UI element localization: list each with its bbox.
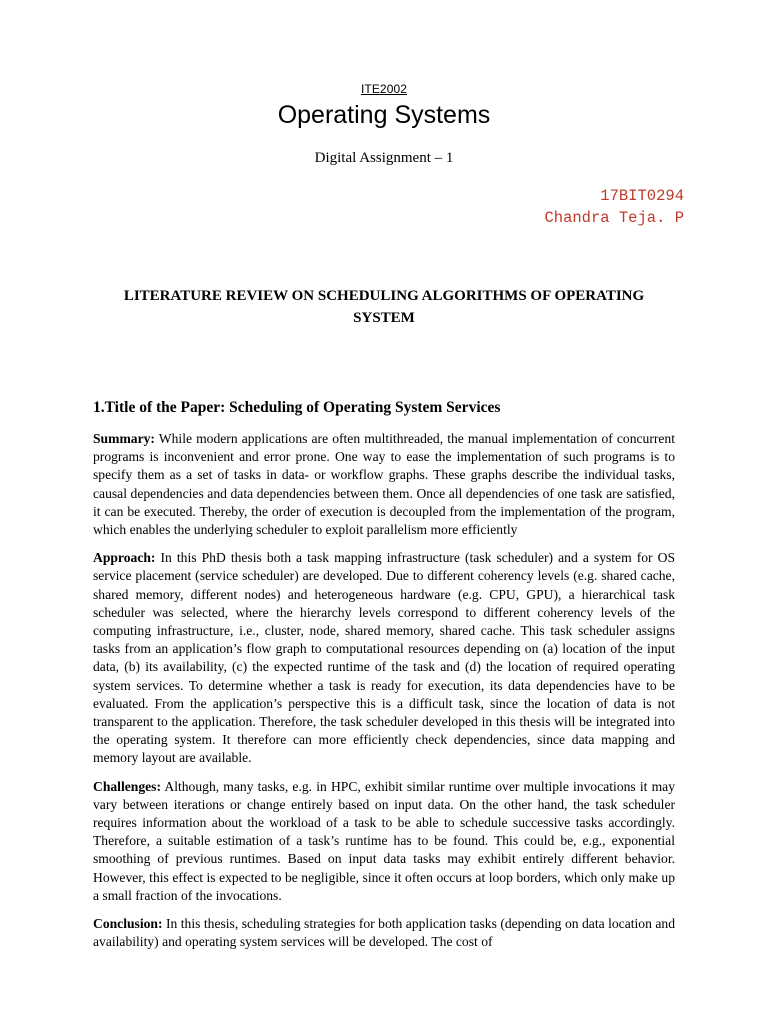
paragraph-label: Challenges: bbox=[93, 778, 161, 794]
conclusion-paragraph bbox=[93, 915, 675, 951]
paragraph-label: Summary: bbox=[93, 431, 155, 446]
course-code: ITE2002 bbox=[360, 82, 408, 96]
review-heading: LITERATURE REVIEW ON SCHEDULING ALGORITHMS OF OPERATING SYSTEM bbox=[123, 288, 645, 326]
paragraph-text: In this PhD thesis both a task mapping infrastructure (task scheduler) and a system for OS service placement (service scheduler) are developed. Due to different coherency levels (e.g. shared cache, shared memory, different nodes) and heterogeneous hardware (e.g. CPU, GPU), a hierarchical task scheduler was selected, where the hierarchy levels correspond to different coherency levels of the computing infrastructure, i.e., cluster, node, shared memory, shared cache. This task scheduler assigns tasks from an application’s flow graph to computational resources depending on (a) location of the input data, (b) its availability, (c) the expected runtime of the task and (d) the location of required operating system services. To determine whether a task is ready for execution, its data dependencies have to be evaluated. From the application’s perspective this is a difficult task, since the location of data is not transparent to the application. Therefore, the task scheduler developed in this thesis will be integrated into the operating system. It therefore can more efficiently check dependencies, since data mapping and memory layout are available. bbox=[93, 550, 675, 766]
paragraph-text: While modern applications are often multithreaded, the manual implementation of concurrent programs is inconvenient and error prone. One way to ease the implementation of such programs is to specify them as a set of tasks in data- or workflow graphs. These graphs describe the individual tasks, causal dependencies and data dependencies between them. Once all dependencies of one task are satisfied, it can be executed. Thereby, the order of execution is decoupled from the implementation of the program, which enables the underlying scheduler to exploit parallelism more efficiently bbox=[93, 431, 675, 538]
section-title: 1.Title of the Paper: Scheduling of Operating System Services bbox=[93, 399, 501, 416]
student-id: 17BIT0294 bbox=[600, 187, 684, 205]
paragraph-label: Conclusion: bbox=[93, 916, 163, 932]
paragraph-text: In this thesis, scheduling strategies for both application tasks (depending on data location and availability) and operating system services will be developed. The cost of bbox=[93, 916, 675, 950]
paragraph-label: Approach: bbox=[93, 550, 156, 566]
approach-paragraph bbox=[93, 549, 675, 767]
challenges-paragraph bbox=[93, 778, 675, 905]
section-body bbox=[93, 430, 675, 961]
summary-paragraph bbox=[93, 430, 675, 539]
document-title: Operating Systems bbox=[277, 101, 491, 129]
paragraph-text: Although, many tasks, e.g. in HPC, exhibit similar runtime over multiple invocations it may vary between iterations or change entirely based on input data. On the other hand, the task scheduler requires information about the workload of a task to be able to schedule successive tasks accordingly. Therefore, a suitable estimation of a task’s runtime has to be found. This could be, e.g., exponential smoothing of previous runtimes. Based on input data tasks may exhibit entirely different behavior. However, this effect is expected to be negligible, since it often occurs at loop borders, which only make up a small fraction of the invocations. bbox=[93, 778, 675, 903]
student-name: Chandra Teja. P bbox=[544, 209, 684, 227]
assignment-subtitle: Digital Assignment – 1 bbox=[314, 150, 454, 166]
